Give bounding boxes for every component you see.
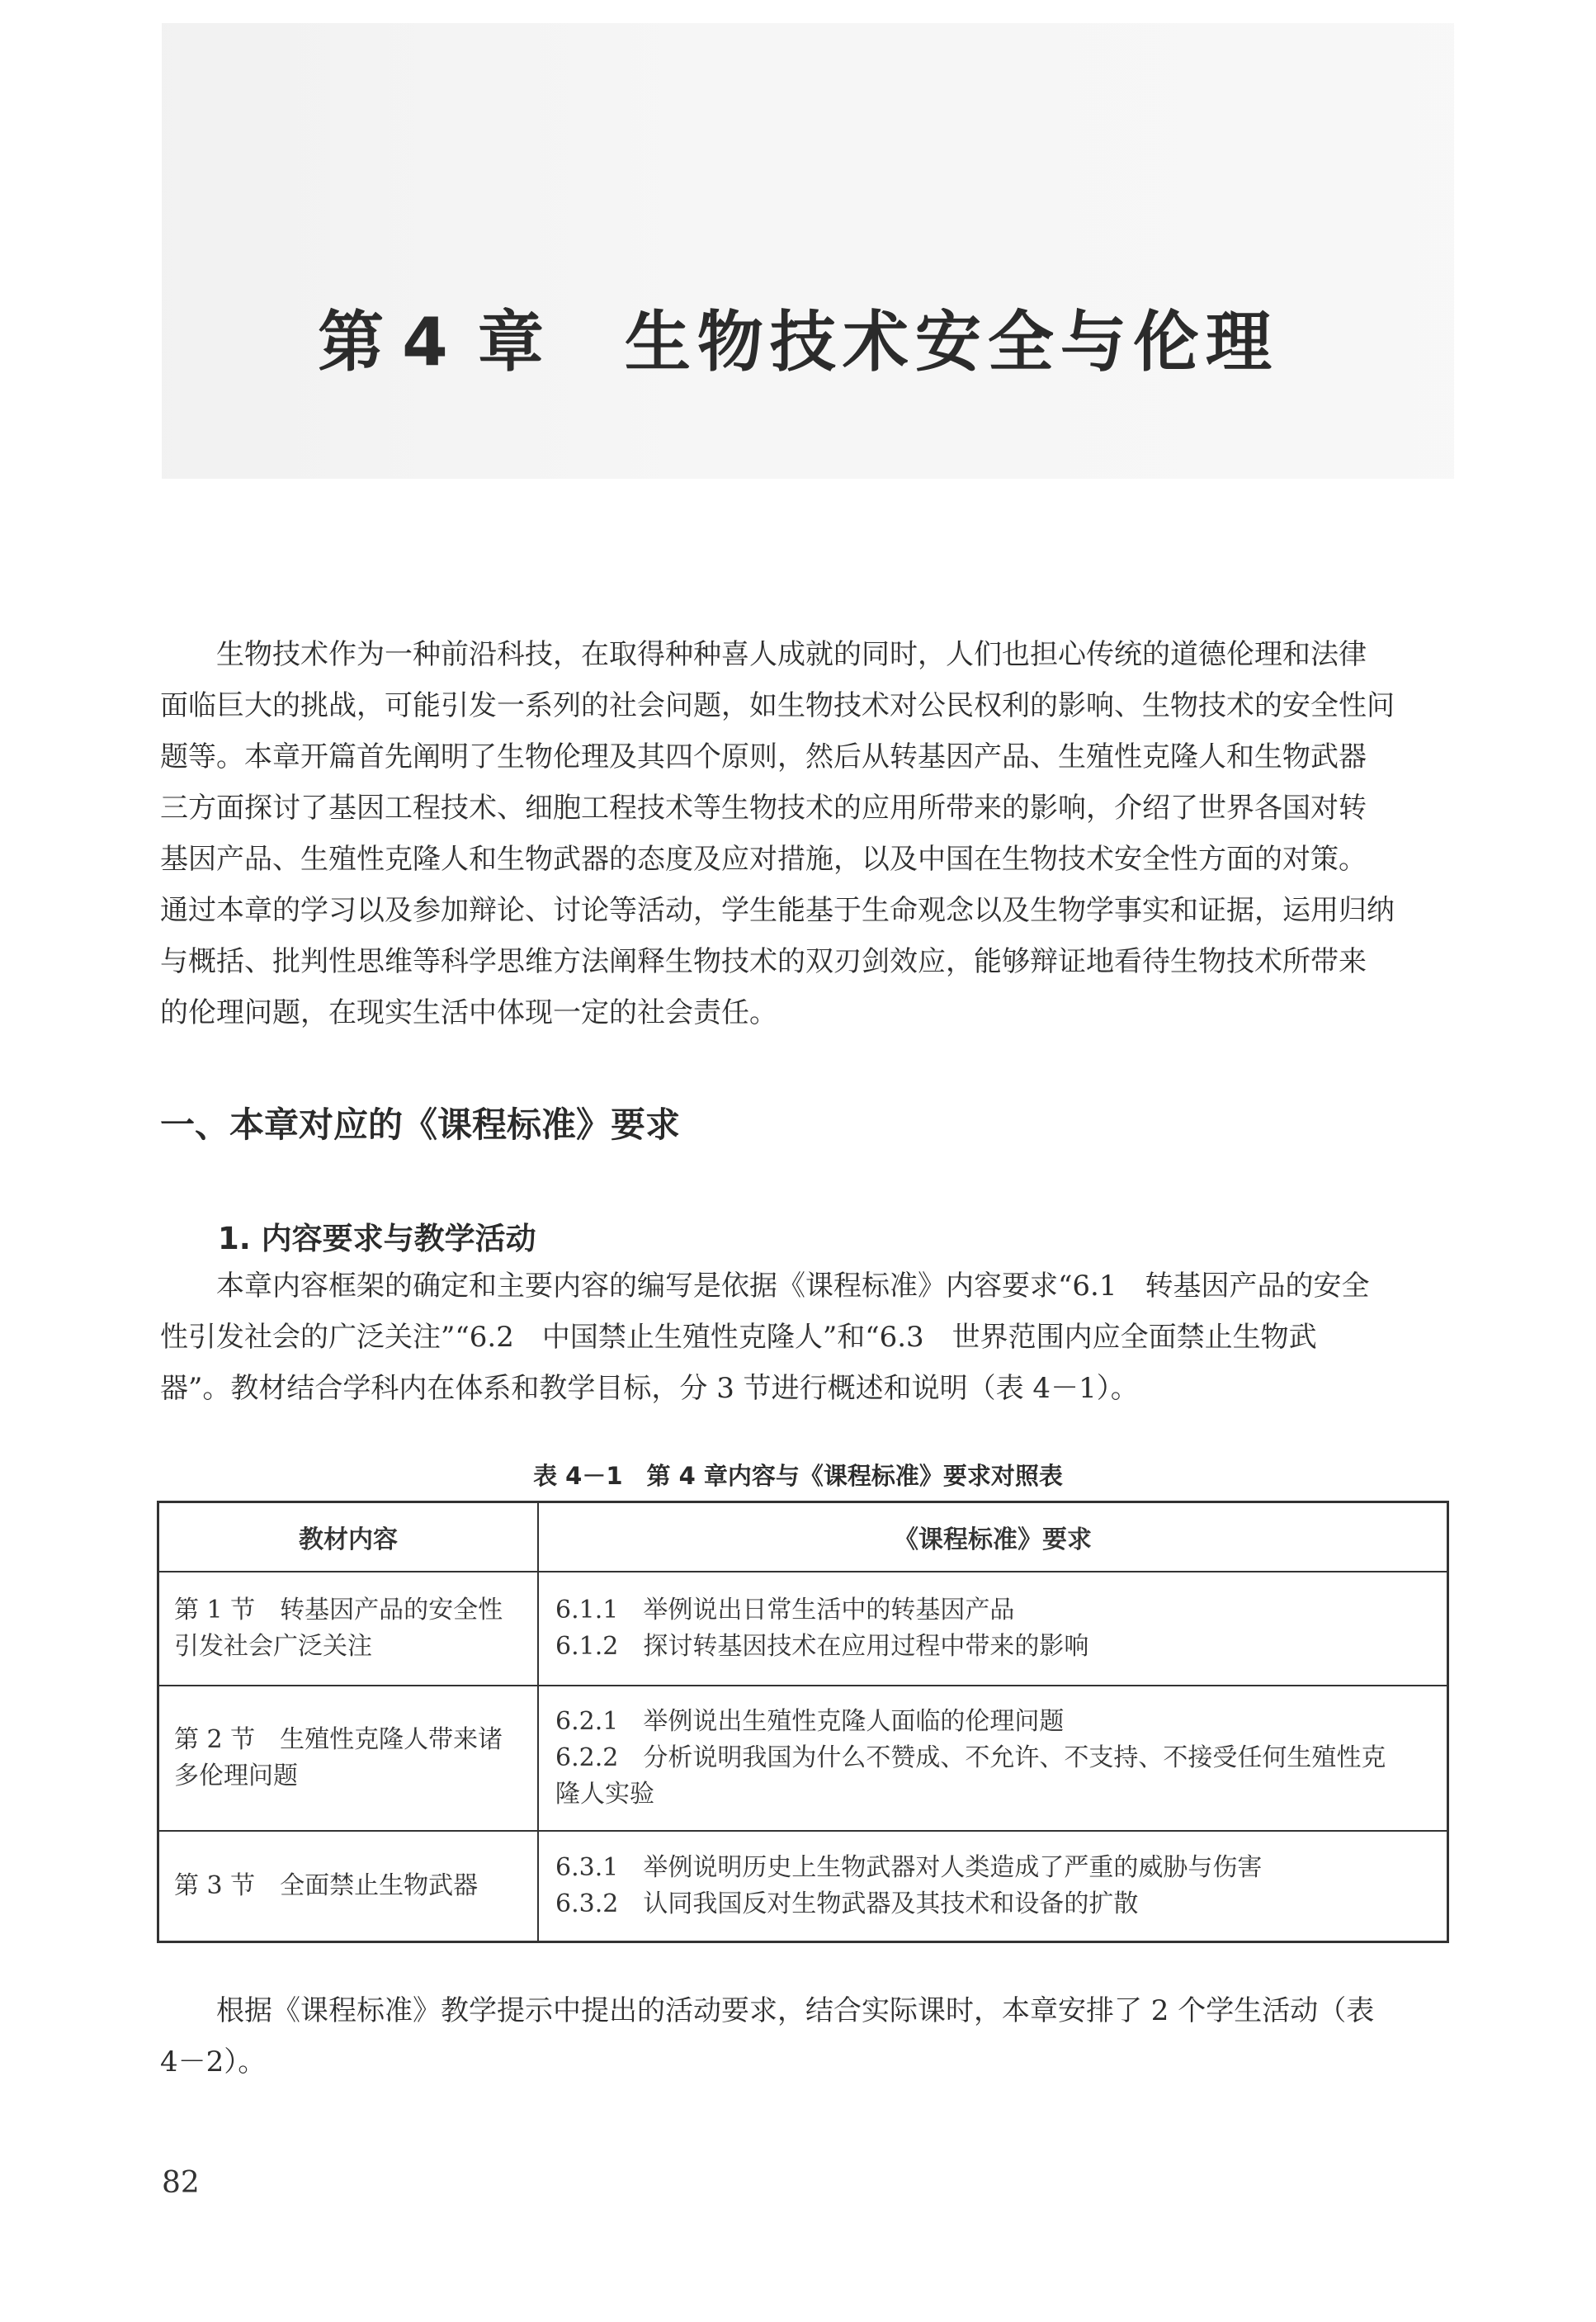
table-row: [158, 1831, 1448, 1941]
section-heading: 一、本章对应的《课程标准》要求: [160, 1104, 681, 1145]
activity-paragraph: [160, 1985, 1447, 2088]
chapter-title: [0, 289, 1596, 384]
activity-line: 4－2）。: [160, 2045, 267, 2078]
intro-line: 三方面探讨了基因工程技术、细胞工程技术等生物技术的应用所带来的影响，介绍了世界各国对转: [160, 792, 1367, 825]
table-header-row: [158, 1502, 1448, 1572]
table-header-cell: 《课程标准》要求: [538, 1502, 1448, 1572]
chapter-suffix: 章: [477, 304, 550, 381]
table-row: [158, 1686, 1448, 1831]
chapter-number: 4: [402, 304, 455, 381]
intro-line: 生物技术作为一种前沿科技，在取得种种喜人成就的同时，人们也担心传统的道德伦理和法律: [216, 638, 1367, 671]
intro-line: 通过本章的学习以及参加辩论、讨论等活动，学生能基于生命观念以及生物学事实和证据，运用归纳: [160, 894, 1395, 927]
intro-line: 面临巨大的挑战，可能引发一系列的社会问题，如生物技术对公民权利的影响、生物技术的安全性问: [160, 689, 1395, 722]
chapter-name: 生物技术安全与伦理: [624, 304, 1278, 381]
intro-line: 的伦理问题，在现实生活中体现一定的社会责任。: [160, 996, 777, 1029]
chapter-header-band: [162, 23, 1454, 479]
intro-line: 题等。本章开篇首先阐明了生物伦理及其四个原则，然后从转基因产品、生殖性克隆人和生物武器: [160, 740, 1367, 773]
requirements-table: [157, 1501, 1449, 1943]
section-cell: 第 2 节 生殖性克隆人带来诸 多伦理问题: [158, 1686, 539, 1831]
intro-line: 与概括、批判性思维等科学思维方法阐释生物技术的双刃剑效应，能够辩证地看待生物技术所带来: [160, 945, 1367, 978]
table-header-cell: 教材内容: [158, 1502, 539, 1572]
content-line: 本章内容框架的确定和主要内容的编写是依据《课程标准》内容要求“6.1 转基因产品的安全: [216, 1270, 1370, 1303]
chapter-prefix: 第: [318, 304, 391, 381]
subsection-heading: 1. 内容要求与教学活动: [218, 1221, 536, 1256]
table-row: [158, 1572, 1448, 1686]
table-caption: 表 4－1 第 4 章内容与《课程标准》要求对照表: [533, 1462, 1063, 1490]
content-paragraph: [160, 1260, 1447, 1414]
section-cell: 第 1 节 转基因产品的安全性 引发社会广泛关注: [158, 1572, 539, 1686]
requirement-cell: 6.1.1 举例说出日常生活中的转基因产品 6.1.2 探讨转基因技术在应用过程中带来的影响: [538, 1572, 1448, 1686]
content-line: 器”。教材结合学科内在体系和教学目标，分 3 节进行概述和说明（表 4－1）。: [160, 1372, 1139, 1405]
requirement-cell: 6.3.1 举例说明历史上生物武器对人类造成了严重的威胁与伤害 6.3.2 认同我国反对生物武器及其技术和设备的扩散: [538, 1831, 1448, 1941]
content-line: 性引发社会的广泛关注”“6.2 中国禁止生殖性克隆人”和“6.3 世界范围内应全面禁止生物武: [160, 1321, 1317, 1354]
page-number: 82: [162, 2166, 200, 2200]
requirement-cell: 6.2.1 举例说出生殖性克隆人面临的伦理问题 6.2.2 分析说明我国为什么不赞成、不允许、不支持、不接受任何生殖性克 隆人实验: [538, 1686, 1448, 1831]
activity-line: 根据《课程标准》教学提示中提出的活动要求，结合实际课时，本章安排了 2 个学生活动（表: [216, 1994, 1375, 2027]
intro-line: 基因产品、生殖性克隆人和生物武器的态度及应对措施，以及中国在生物技术安全性方面的对策。: [160, 843, 1367, 876]
intro-paragraph: [160, 629, 1447, 1038]
section-cell: 第 3 节 全面禁止生物武器: [158, 1831, 539, 1941]
